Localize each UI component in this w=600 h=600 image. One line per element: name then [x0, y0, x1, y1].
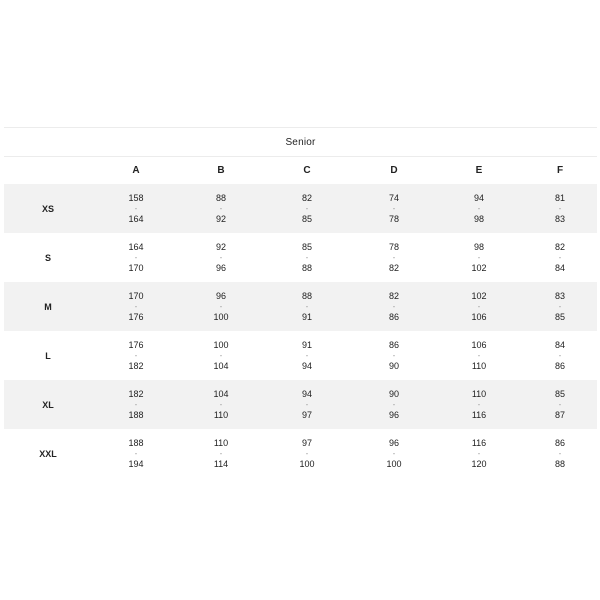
range-max: 86 [388, 312, 400, 322]
table-title: Senior [4, 127, 597, 157]
range-separator: - [558, 400, 562, 409]
measurement-cell [474, 184, 484, 233]
range-min: 116 [471, 438, 487, 448]
range-max: 90 [388, 361, 400, 371]
range-min: 81 [554, 193, 566, 203]
range-max: 83 [554, 214, 566, 224]
table-row [4, 184, 597, 233]
measurement-cell [389, 233, 399, 282]
measurement-cell [128, 331, 143, 380]
range-separator: - [392, 302, 396, 311]
range-max: 100 [299, 459, 315, 469]
table-row [4, 429, 597, 478]
range-separator: - [219, 351, 223, 360]
range-separator: - [134, 351, 138, 360]
measurement-cell [213, 380, 228, 429]
range-separator: - [477, 253, 481, 262]
measurement-cell [471, 331, 486, 380]
range-max: 182 [128, 361, 144, 371]
range-separator: - [392, 253, 396, 262]
table-body [4, 184, 597, 478]
range-separator: - [477, 351, 481, 360]
range-separator: - [305, 302, 309, 311]
range-min: 82 [554, 242, 566, 252]
range-min: 182 [128, 389, 144, 399]
range-max: 84 [554, 263, 566, 273]
range-min: 85 [301, 242, 313, 252]
range-min: 97 [301, 438, 312, 448]
range-separator: - [134, 400, 138, 409]
range-min: 98 [473, 242, 484, 252]
range-max: 110 [471, 361, 487, 371]
range-separator: - [558, 302, 562, 311]
range-separator: - [558, 449, 562, 458]
column-header-row [4, 157, 597, 184]
range-min: 110 [213, 438, 229, 448]
range-min: 176 [128, 340, 144, 350]
measurement-cell [213, 331, 228, 380]
size-label: S [44, 252, 52, 263]
measurement-cell [555, 184, 565, 233]
range-max: 94 [301, 361, 313, 371]
range-max: 86 [554, 361, 566, 371]
measurement-cell [555, 233, 565, 282]
measurement-cell [302, 380, 312, 429]
range-separator: - [558, 351, 562, 360]
range-separator: - [219, 204, 223, 213]
range-separator: - [305, 204, 309, 213]
measurement-cell [302, 282, 312, 331]
measurement-cell [389, 331, 399, 380]
range-min: 82 [301, 193, 313, 203]
range-min: 106 [471, 340, 487, 350]
measurement-cell [555, 429, 565, 478]
measurement-cell [128, 429, 143, 478]
measurement-cell [302, 233, 312, 282]
range-separator: - [558, 253, 562, 262]
size-label: XS [41, 203, 55, 214]
measurement-cell [389, 184, 399, 233]
range-max: 85 [554, 312, 566, 322]
range-separator: - [392, 204, 396, 213]
range-max: 88 [554, 459, 566, 469]
range-min: 90 [388, 389, 400, 399]
range-max: 92 [215, 214, 227, 224]
range-min: 96 [388, 438, 399, 448]
range-separator: - [134, 253, 138, 262]
range-min: 85 [554, 389, 566, 399]
range-min: 188 [128, 438, 144, 448]
range-separator: - [477, 400, 481, 409]
measurement-cell [216, 233, 226, 282]
range-separator: - [477, 302, 481, 311]
table-row [4, 331, 597, 380]
size-label: XL [42, 399, 54, 410]
range-separator: - [219, 449, 223, 458]
measurement-cell [213, 282, 228, 331]
measurement-cell [555, 380, 565, 429]
range-separator: - [219, 302, 223, 311]
range-min: 94 [473, 193, 485, 203]
range-max: 87 [554, 410, 566, 420]
measurement-cell [386, 429, 401, 478]
range-max: 100 [213, 312, 229, 322]
range-separator: - [477, 204, 481, 213]
range-separator: - [305, 253, 309, 262]
size-chart-table [4, 127, 597, 478]
range-max: 194 [128, 459, 144, 469]
measurement-cell [472, 380, 486, 429]
range-min: 91 [301, 340, 313, 350]
measurement-cell [471, 233, 486, 282]
range-min: 88 [301, 291, 313, 301]
range-max: 98 [473, 214, 485, 224]
size-label: XXL [39, 448, 57, 459]
measurement-cell [214, 429, 228, 478]
range-min: 104 [213, 389, 229, 399]
range-separator: - [392, 400, 396, 409]
measurement-cell [216, 184, 226, 233]
measurement-cell [302, 184, 312, 233]
range-separator: - [305, 351, 309, 360]
range-max: 96 [215, 263, 227, 273]
range-max: 78 [388, 214, 400, 224]
range-max: 82 [388, 263, 400, 273]
range-separator: - [477, 449, 481, 458]
range-separator: - [219, 400, 223, 409]
range-min: 94 [301, 389, 313, 399]
range-separator: - [392, 351, 396, 360]
range-min: 82 [388, 291, 400, 301]
measurement-cell [128, 282, 143, 331]
range-max: 176 [128, 312, 144, 322]
table-row [4, 282, 597, 331]
range-separator: - [558, 204, 562, 213]
range-max: 97 [301, 410, 313, 420]
range-max: 88 [301, 263, 313, 273]
column-header-f: F [556, 165, 564, 176]
measurement-cell [128, 184, 143, 233]
range-min: 110 [471, 389, 487, 399]
range-max: 188 [128, 410, 144, 420]
range-max: 104 [213, 361, 229, 371]
measurement-cell [128, 233, 143, 282]
range-separator: - [305, 449, 309, 458]
range-min: 83 [554, 291, 566, 301]
column-header-b: B [217, 165, 225, 176]
size-label: L [45, 350, 51, 361]
measurement-cell [299, 429, 314, 478]
range-max: 102 [471, 263, 487, 273]
range-min: 170 [128, 291, 144, 301]
measurement-cell [471, 282, 486, 331]
range-max: 164 [128, 214, 144, 224]
table-row [4, 380, 597, 429]
range-separator: - [305, 400, 309, 409]
measurement-cell [471, 429, 486, 478]
range-min: 74 [388, 193, 400, 203]
range-min: 86 [388, 340, 400, 350]
range-max: 170 [128, 263, 144, 273]
table-row [4, 233, 597, 282]
measurement-cell [555, 331, 565, 380]
column-header-d: D [390, 165, 398, 176]
range-min: 86 [554, 438, 566, 448]
range-max: 100 [386, 459, 402, 469]
range-max: 114 [213, 459, 229, 469]
range-min: 92 [215, 242, 227, 252]
measurement-cell [389, 380, 399, 429]
range-max: 91 [301, 312, 313, 322]
range-max: 116 [471, 410, 487, 420]
measurement-cell [128, 380, 143, 429]
column-header-c: C [303, 165, 311, 176]
range-min: 164 [128, 242, 144, 252]
range-max: 106 [471, 312, 487, 322]
range-min: 88 [215, 193, 227, 203]
range-separator: - [219, 253, 223, 262]
range-min: 102 [471, 291, 487, 301]
range-separator: - [134, 204, 138, 213]
range-min: 158 [128, 193, 144, 203]
measurement-cell [389, 282, 399, 331]
range-min: 84 [554, 340, 566, 350]
range-min: 100 [213, 340, 229, 350]
column-header-e: E [475, 165, 483, 176]
range-min: 78 [388, 242, 400, 252]
range-separator: - [392, 449, 396, 458]
column-header-a: A [132, 165, 140, 176]
range-max: 96 [388, 410, 400, 420]
range-separator: - [134, 449, 138, 458]
measurement-cell [302, 331, 312, 380]
measurement-cell [555, 282, 565, 331]
size-label: M [44, 301, 52, 312]
range-separator: - [134, 302, 138, 311]
range-max: 85 [301, 214, 313, 224]
range-max: 120 [471, 459, 487, 469]
range-max: 110 [213, 410, 229, 420]
range-min: 96 [215, 291, 226, 301]
